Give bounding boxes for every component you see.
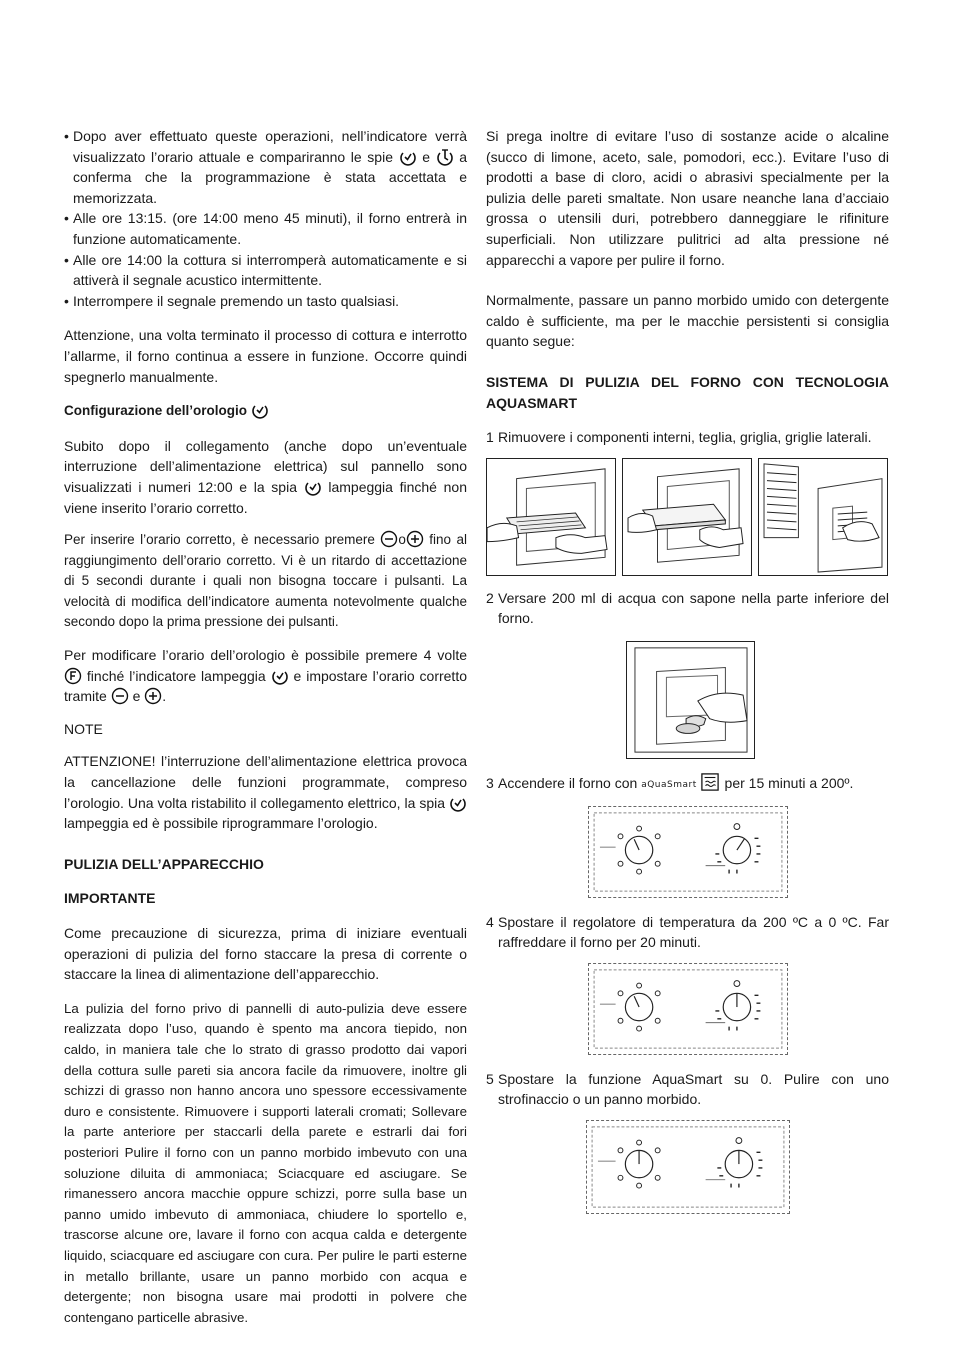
list-item: • Dopo aver effettuato queste operazioni, nell’indicatore verrà visualizzato l’orario attuale e compariranno le spie e a conferma che la programmazione è stata accettata e memorizzata.	[64, 126, 467, 208]
left-column	[64, 126, 467, 1328]
step-1: 1 Rimuovere i componenti interni, teglia, griglia, griglie laterali.	[486, 429, 872, 446]
right-column	[486, 126, 889, 1214]
remove-tray-illustration	[622, 458, 752, 576]
clock-hand-icon	[436, 148, 454, 166]
step-4: 4 Spostare il regolatore di temperatura da 200 ºC a 0 ºC. Far raffreddare il forno per 20 minuti.	[486, 913, 889, 951]
step-1-illustrations	[486, 458, 889, 576]
acid-paragraph: Si prega inoltre di evitare l’uso di sostanze acide o alcaline (succo di limone, aceto, sale, pomodori, ecc.). Evitare l’uso di prodotti a base di cloro, acidi o abrasivi specialmente per la pulizia delle pareti smaltate. Non usare neanche lana d’acciaio grossa o utensili duri, potrebbero danneggiare le rifiniture superficiali. Non utilizzare pulitrici ad alta pressione né apparecchi a vapore per pulire il forno.	[486, 128, 889, 268]
clock-icon	[304, 478, 322, 496]
control-panel-diagram-step-4	[588, 963, 788, 1055]
clock-icon	[251, 401, 269, 419]
step-3: 3 Accendere il forno con aQuaSmart per 15 minuti a 200º.	[486, 774, 854, 791]
step-5: 5 Spostare la funzione AquaSmart su 0. Pulire con uno strofinaccio o un panno morbido.	[486, 1070, 889, 1108]
function-button-icon	[64, 667, 82, 685]
list-item: • Interrompere il segnale premendo un tasto qualsiasi.	[64, 291, 467, 312]
clock-icon	[449, 794, 467, 812]
list-item: • Alle ore 14:00 la cottura si interromperà automaticamente e si attiverà il segnale acustico intermittente.	[64, 250, 467, 291]
clock-paragraph-2: Per inserire l’orario corretto, è necessario premere o fino al raggiungimento dell’orario corretto. Vi è un ritardo di accettazione di 5 secondi durante i quali non bisogna toccare i pulsanti. La velocità di modifica dell’indicatore aumenta notevolmente qualche secondo dopo la prima pressione dei pulsanti.	[64, 532, 467, 630]
pour-water-illustration	[626, 641, 755, 759]
aquasmart-heading: SISTEMA DI PULIZIA DEL FORNO CON TECNOLOGIA AQUASMART	[486, 373, 889, 411]
remove-side-racks-illustration	[758, 458, 888, 576]
list-item: • Alle ore 13:15. (ore 14:00 meno 45 minuti), il forno entrerà in funzione automaticamente.	[64, 208, 467, 249]
note-paragraph: ATTENZIONE! l’interruzione dell’alimentazione elettrica provoca la cancellazione delle funzioni programmate, compreso l’orologio. Una volta ristabilito il collegamento elettrico, la spia lampeggia ed è possibile riprogrammare l’orologio.	[64, 753, 467, 832]
clock-paragraph-1: Subito dopo il collegamento (anche dopo un’eventuale interruzione dell’alimentazione elettrica) sul pannello sono visualizzati i numeri 12:00 e la spia lampeggia finché non viene inserito l’orario corretto.	[64, 437, 467, 516]
aquasmart-function-icon	[701, 773, 721, 793]
aquasmart-logo: aQuaSmart	[641, 779, 697, 790]
important-heading: IMPORTANTE	[64, 890, 156, 907]
program-notes-list	[64, 126, 467, 311]
plus-button-icon	[406, 530, 424, 548]
clock-icon	[399, 148, 417, 166]
cleaning-heading: PULIZIA DELL’APPARECCHIO	[64, 855, 264, 872]
safety-paragraph: Come precauzione di sicurezza, prima di iniziare eventuali operazioni di pulizia del forno staccare la presa di corrente o staccare la linea di alimentazione dell’apparecchio.	[64, 925, 467, 983]
cleaning-paragraph: La pulizia del forno privo di pannelli di auto-pulizia deve essere realizzata dopo l’uso, quando è spento ma ancora tiepido, non caldo, in maniera tale che lo strato di grasso prodotto dai vapori della cottura sulle pareti sia ancora facile da rimuovere, inoltre gli schizzi di grasso non hanno ancora uno spessore eccessivamente duro e consistente. Rimuovere i supporti laterali cromati; Sollevare la parte anteriore per staccarli della parete e estrarli dai fori posteriori Pulire il forno con un panno morbido imbevuto con una soluzione diluita di ammoniaca; Sciacquare ed asciugare. Se rimanessero ancora macchie oppure schizzi, porre sulla base un panno umido imbevuto di ammoniaca, chiudere lo sportello e, trascorse alcune ore, lavare il forno con acqua calda e detergente liquido, sciacquare ed asciugare con cura. Per pulire le parti esterne in metallo brillante, usare un panno morbido con acqua e detergente; non bisogna usare mai prodotti in polvere che contengano particelle abrasive.	[64, 1000, 467, 1325]
plus-button-icon	[144, 687, 162, 705]
step-2: 2 Versare 200 ml di acqua con sapone nella parte inferiore del forno.	[486, 589, 889, 627]
normal-cleaning-paragraph: Normalmente, passare un panno morbido umido con detergente caldo è sufficiente, ma per le macchie persistenti si consiglia quanto segue:	[486, 292, 889, 350]
minus-button-icon	[380, 530, 398, 548]
clock-icon	[271, 667, 289, 685]
attention-paragraph: Attenzione, una volta terminato il processo di cottura e interrotto l’allarme, il forno continua a essere in funzione. Occorre quindi spegnerlo manualmente.	[64, 327, 467, 385]
control-panel-diagram-step-5	[586, 1120, 790, 1214]
clock-config-heading: Configurazione dell’orologio	[64, 401, 467, 422]
clock-paragraph-3: Per modificare l’orario dell’orologio è possibile premere 4 volte finché l’indicatore lampeggia e impostare l’orario corretto tramite e .	[64, 647, 467, 705]
remove-grid-illustration	[486, 458, 616, 576]
control-panel-diagram-step-3	[588, 806, 788, 898]
note-label: NOTE	[64, 720, 103, 737]
minus-button-icon	[111, 687, 129, 705]
